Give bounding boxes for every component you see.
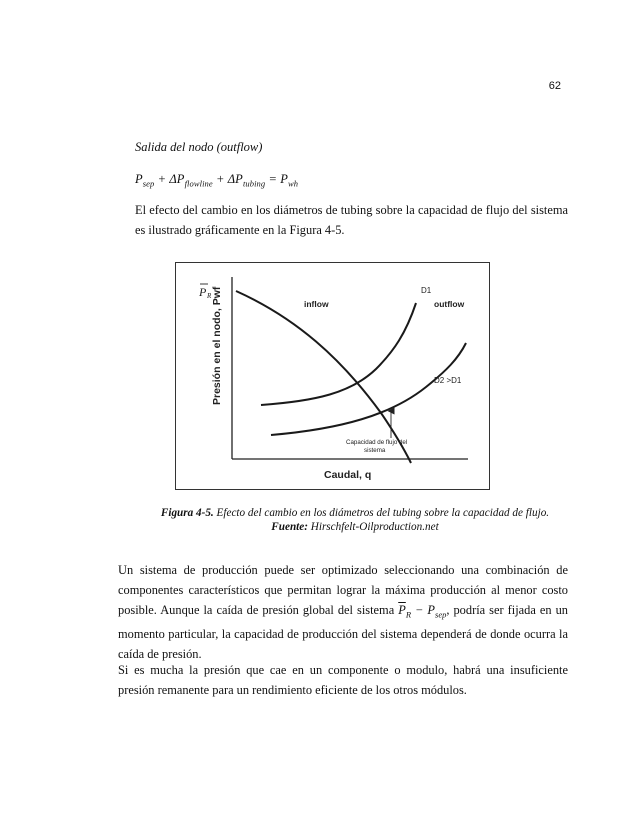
eq-sub-4: wh — [288, 178, 299, 189]
paragraph-2 — [118, 560, 568, 664]
inflow-curve — [236, 291, 411, 463]
eq-sub-3: tubing — [242, 178, 266, 189]
pr-label: P — [199, 285, 207, 299]
page-number: 62 — [548, 80, 561, 92]
eq-sub-2: flowline — [184, 178, 213, 189]
eq-term-1: P — [135, 172, 143, 186]
source-text: Hirschfelt-Oilproduction.net — [307, 521, 439, 533]
math-pr-sub: R — [405, 609, 412, 620]
eq-op-1: + ΔP — [154, 172, 185, 186]
outflow-equation — [135, 172, 298, 189]
capacity-label-1: Capacidad de flujo del — [346, 439, 408, 446]
inflow-label: inflow — [304, 299, 329, 309]
figure-4-5 — [175, 262, 490, 490]
d1-label: D1 — [421, 286, 432, 295]
caption-text: Efecto del cambio en los diámetros del tubing sobre la capacidad de flujo. — [213, 507, 550, 519]
eq-sub-1: sep — [142, 178, 155, 189]
d2-label: D2 >D1 — [434, 376, 462, 385]
y-axis-label: Presión en el nodo, Pwf — [211, 286, 223, 405]
eq-equals: = P — [265, 172, 288, 186]
paragraph-2-after: , podría ser fijada en un momento particular, la capacidad de producción del sistema dependerá de donde ocurra la caída de presión. — [118, 603, 568, 662]
capacity-label-2: sistema — [364, 447, 386, 454]
paragraph-3: Si es mucha la presión que cae en un componente o modulo, habrá una insuficiente presión remanente para un rendimiento eficiente de los otros módulos. — [118, 663, 568, 697]
outflow-label: outflow — [434, 299, 465, 309]
paragraph-1: El efecto del cambio en los diámetros de tubing sobre la capacidad de flujo del sistema es ilustrado gráficamente en la Figura 4-5. — [135, 203, 568, 237]
figure-source — [130, 521, 580, 533]
figure-caption — [130, 507, 580, 519]
x-axis-label: Caudal, q — [324, 469, 372, 481]
paragraph-2-before: Un sistema de producción puede ser optimizado seleccionando una combinación de componentes característicos que permitan lograr la máxima producción al menor costo posible. Aunque la caída de presión global del sistema — [118, 563, 568, 617]
pr-subscript: R — [207, 292, 212, 300]
figure-diagram — [176, 263, 491, 491]
math-sep-sub: sep — [435, 609, 447, 620]
section-heading: Salida del nodo (outflow) — [135, 140, 263, 154]
caption-label: Figura 4-5. — [160, 507, 214, 519]
math-pr: $\overline{P}$ — [398, 603, 406, 617]
source-label: Fuente: — [271, 521, 308, 533]
outflow-curve-d2 — [271, 343, 466, 435]
math-minus-psep: − P — [411, 603, 436, 617]
eq-op-2: + ΔP — [212, 172, 243, 186]
